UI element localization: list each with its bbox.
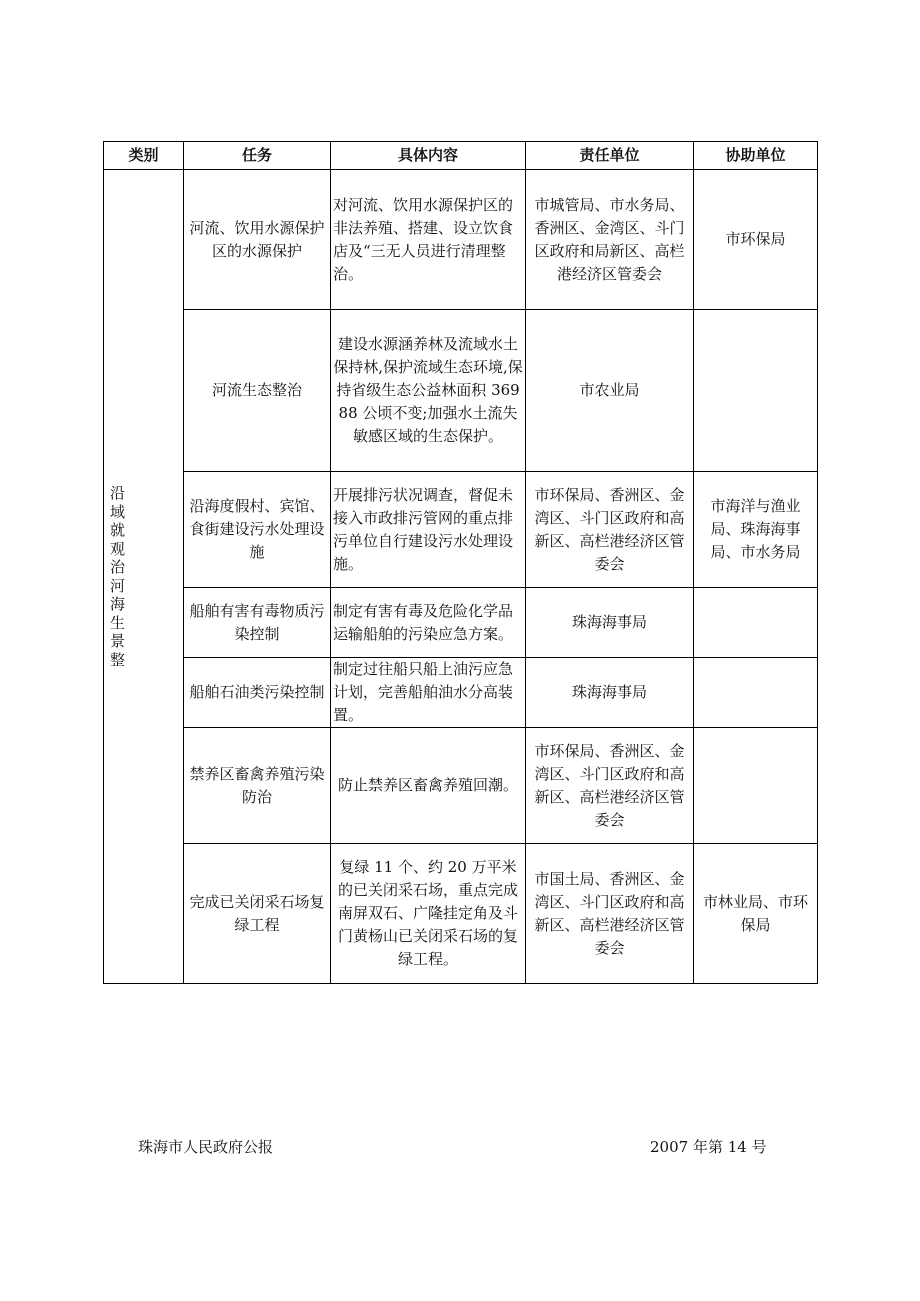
content-cell: 制定过往船只船上油污应急计划，完善船舶油水分高装置。	[331, 658, 526, 728]
table-row	[104, 170, 818, 310]
header-responsible: 责任单位	[526, 142, 694, 170]
assisting-cell: 市林业局、市环保局	[694, 844, 818, 984]
table-row	[104, 658, 818, 728]
responsible-cell: 市环保局、香洲区、金湾区、斗门区政府和高新区、高栏港经济区管委会	[526, 472, 694, 588]
task-cell: 完成已关闭采石场复绿工程	[184, 844, 331, 984]
responsible-cell: 市农业局	[526, 310, 694, 472]
content-cell: 对河流、饮用水源保护区的非法养殖、搭建、设立饮食店及“三无人员进行清理整治。	[331, 170, 526, 310]
assisting-cell: 市环保局	[694, 170, 818, 310]
task-cell: 河流生态整治	[184, 310, 331, 472]
content-cell: 复绿 11 个、约 20 万平米的已关闭采石场，重点完成南屏双石、广隆挂定角及斗门黄杨山已关闭采石场的复绿工程。	[331, 844, 526, 984]
assisting-cell	[694, 658, 818, 728]
publication-name: 珠海市人民政府公报	[138, 1138, 274, 1156]
table-row	[104, 472, 818, 588]
category-cell	[104, 170, 184, 984]
task-cell: 船舶石油类污染控制	[184, 658, 331, 728]
content-cell: 防止禁养区畜禽养殖回潮。	[331, 728, 526, 844]
responsible-cell: 市国土局、香洲区、金湾区、斗门区政府和高新区、高栏港经济区管委会	[526, 844, 694, 984]
table-row	[104, 310, 818, 472]
header-content: 具体内容	[331, 142, 526, 170]
assisting-cell	[694, 310, 818, 472]
header-task: 任务	[184, 142, 331, 170]
assisting-cell: 市海洋与渔业局、珠海海事局、市水务局	[694, 472, 818, 588]
task-cell: 河流、饮用水源保护区的水源保护	[184, 170, 331, 310]
responsible-cell: 市城管局、市水务局、香洲区、金湾区、斗门区政府和局新区、高栏港经济区管委会	[526, 170, 694, 310]
assisting-cell	[694, 588, 818, 658]
header-category: 类别	[104, 142, 184, 170]
responsible-cell: 珠海海事局	[526, 658, 694, 728]
responsible-cell: 市环保局、香洲区、金湾区、斗门区政府和高新区、高栏港经济区管委会	[526, 728, 694, 844]
content-cell: 建设水源涵养林及流域水土保持林,保护流域生态环境,保持省级生态公益林面积 36988 公顷不变;加强水土流失敏感区域的生态保护。	[331, 310, 526, 472]
content-cell: 制定有害有毒及危险化学品运输船舶的污染应急方案。	[331, 588, 526, 658]
category-label: 沿域就观治河海生景整	[110, 484, 126, 669]
issue-number: 2007 年第 14 号	[650, 1138, 767, 1156]
header-assisting: 协助单位	[694, 142, 818, 170]
table-header-row	[104, 142, 818, 170]
table-row	[104, 588, 818, 658]
task-table	[103, 141, 818, 984]
responsible-cell: 珠海海事局	[526, 588, 694, 658]
task-cell: 禁养区畜禽养殖污染防治	[184, 728, 331, 844]
table-row	[104, 728, 818, 844]
task-cell: 沿海度假村、宾馆、食街建设污水处理设施	[184, 472, 331, 588]
task-cell: 船舶有害有毒物质污染控制	[184, 588, 331, 658]
table-row	[104, 844, 818, 984]
assisting-cell	[694, 728, 818, 844]
content-cell: 开展排污状况调查，督促未接入市政排污管网的重点排污单位自行建设污水处理设施。	[331, 472, 526, 588]
